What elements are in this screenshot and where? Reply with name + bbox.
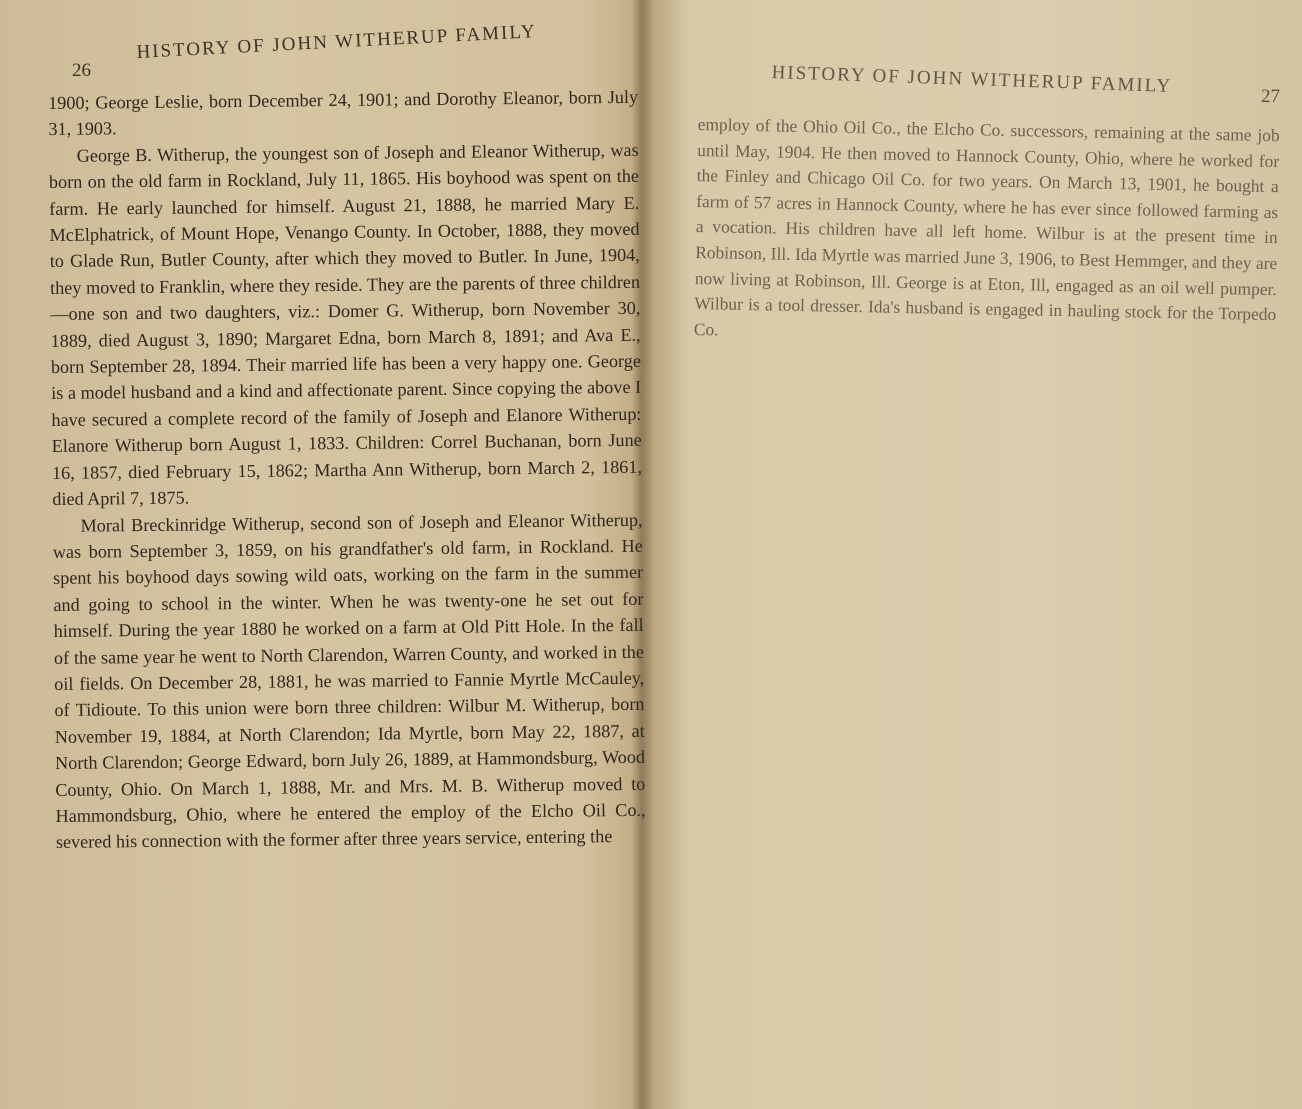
running-head: HISTORY OF JOHN WITHERUP FAMILY (136, 21, 538, 63)
paragraph: employ of the Ohio Oil Co., the Elcho Co. successors, remaining at the same job until May, 1904. He then moved to Hannock County, Ohio, where he worked for the Finley and Chicago Oil Co. for two years. On March 13, 1901, he bought a farm of 57 acres in Hannock County, where he has ever since followed farming as a vocation. His children have all left home. Wilbur is at the present time in Robinson, Ill. Ida Myrtle was married June 3, 1906, to Best Hemmger, and they are now living at Robinson, Ill. George is at Eton, Ill, engaged as an oil well pumper. Wilbur is a tool dresser. Ida's husband is engaged in hauling stock for the Torpedo Co. (693, 113, 1280, 340)
body-text (48, 84, 646, 856)
body-text (694, 112, 1280, 353)
left-page (0, 0, 646, 1109)
right-page (650, 0, 1302, 1109)
paragraph: 1900; George Leslie, born December 24, 1901; and Dorothy Eleanor, born July 31, 1903. (48, 86, 639, 140)
paragraph: Moral Breckinridge Witherup, second son of Joseph and Eleanor Witherup, was born September 3, 1859, on his grandfather's old farm, in Rockland. He spent his boyhood days sowing wild oats, working on the farm in the summer and going to school in the winter. When he was twenty-one he set out for himself. During the year 1880 he worked on a farm at Old Pitt Hole. In the fall of the same year he went to North Clarendon, Warren County, and worked in the oil fields. On December 28, 1881, he was married to Fannie Myrtle McCauley, of Tidioute. To this union were born three children: Wilbur M. Witherup, born November 19, 1884, at North Clarendon; Ida Myrtle, born May 22, 1887, at North Clarendon; George Edward, born July 26, 1889, at Hammondsburg, Wood County, Ohio. On March 1, 1888, Mr. and Mrs. M. B. Witherup moved to Hammondsburg, Ohio, where he entered the employ of the Elcho Oil Co., severed his connection with the former after three years service, entering the (52, 509, 646, 853)
page-number: 27 (1261, 86, 1280, 107)
page-number: 26 (72, 60, 91, 81)
running-head: HISTORY OF JOHN WITHERUP FAMILY (771, 62, 1173, 97)
paragraph: George B. Witherup, the youngest son of Joseph and Eleanor Witherup, was born on the old farm in Rockland, July 11, 1865. His boyhood was spent on the farm. He early launched for himself. August 21, 1888, he married Mary E. McElphatrick, of Mount Hope, Venango County. In October, 1888, they moved to Glade Run, Butler County, after which they moved to Butler. In June, 1904, they moved to Franklin, where they reside. They are the parents of three children—one son and two daughters, viz.: Domer G. Witherup, born November 30, 1889, died August 3, 1890; Margaret Edna, born March 8, 1891; and Ava E., born September 28, 1894. Their married life has been a very happy one. George is a model husband and a kind and affectionate parent. Since copying the above I have secured a complete record of the family of Joseph and Elanore Witherup: Elanore Witherup born August 1, 1833. Children: Correl Buchanan, born June 16, 1857, died February 15, 1862; Martha Ann Witherup, born March 2, 1861, died April 7, 1875. (48, 139, 643, 510)
